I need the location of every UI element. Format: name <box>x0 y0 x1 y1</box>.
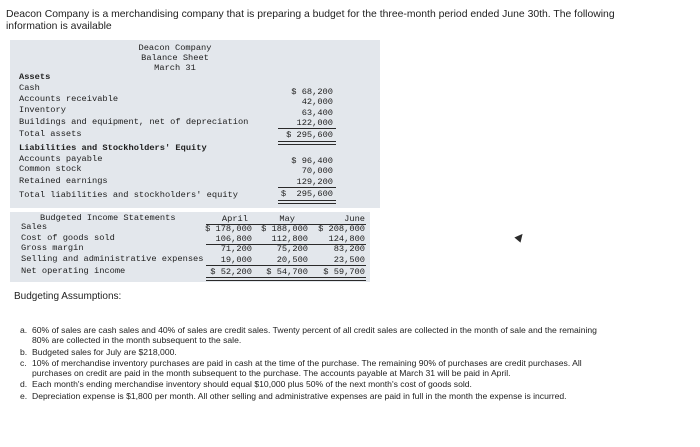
row-value: 112,800 <box>271 234 308 244</box>
month-header: May <box>279 214 295 224</box>
intro-paragraph: Deacon Company is a merchandising company that is preparing a budget for the three-month period ended June 30th. The following information is available <box>6 9 615 32</box>
list-text: 60% of sales are cash sales and 40% of sales are credit sales. Twenty percent of all credit sales are collected in the month of sale and the remaining 80% are collected in the month subsequent to the sale. <box>32 325 597 346</box>
row-value: 42,000 <box>301 97 333 107</box>
statement-title: Balance Sheet <box>141 53 209 63</box>
list-marker: b. <box>20 346 28 357</box>
row-value: $ 96,400 <box>291 156 333 166</box>
row-value: $ 188,000 <box>261 224 308 234</box>
rule <box>206 265 366 266</box>
list-text: 10% of merchandise inventory purchases are paid in cash at the time of the purchase. The remaining 90% of purchases are credit purchases. All purchases on credit are paid in the month subsequent to the purchase. The accounts payable at March 31 will be paid in April. <box>32 357 582 379</box>
total-assets-label: Total assets <box>19 129 82 139</box>
list-text: Budgeted sales for July are $218,000. <box>32 346 177 357</box>
list-text: Depreciation expense is $1,800 per month. All other selling and administrative expenses are paid in full in the month the expense is incurred. <box>32 390 567 401</box>
statement-date: March 31 <box>154 63 196 73</box>
row-value: 129,200 <box>296 177 333 187</box>
row-value: $ 208,000 <box>318 224 365 234</box>
row-value: 75,200 <box>276 244 308 254</box>
company-name: Deacon Company <box>138 43 212 53</box>
row-value: 23,500 <box>333 255 365 265</box>
row-value: $ 52,200 <box>210 267 252 277</box>
row-value: 63,400 <box>301 108 333 118</box>
row-value: 19,000 <box>220 255 252 265</box>
row-label: Common stock <box>19 164 82 174</box>
row-label: Sales <box>21 222 48 232</box>
row-value: 124,800 <box>328 234 365 244</box>
row-value: $ 68,200 <box>291 87 333 97</box>
row-value: 20,500 <box>276 255 308 265</box>
row-value: 106,800 <box>215 234 252 244</box>
liabilities-heading: Liabilities and Stockholders' Equity <box>19 143 207 153</box>
row-label: Inventory <box>19 105 66 115</box>
list-item <box>14 379 614 389</box>
rule <box>278 128 336 129</box>
list-item <box>14 347 614 357</box>
row-value: $ 54,700 <box>266 267 308 277</box>
month-header: June <box>344 214 365 224</box>
income-statement-title: Budgeted Income Statements <box>40 213 176 223</box>
row-label: Cost of goods sold <box>21 233 115 243</box>
assets-heading: Assets <box>19 72 51 82</box>
assumptions-heading: Budgeting Assumptions: <box>14 291 122 302</box>
row-label: Retained earnings <box>19 176 108 186</box>
row-value: 122,000 <box>296 118 333 128</box>
row-label: Selling and administrative expenses <box>21 254 204 264</box>
month-header: April <box>221 214 248 224</box>
list-marker: e. <box>20 390 28 401</box>
double-rule <box>206 277 366 281</box>
total-liabilities-label: Total liabilities and stockholders' equity <box>19 190 238 200</box>
row-label: Accounts receivable <box>19 94 119 104</box>
row-value: 71,200 <box>220 244 252 254</box>
row-label: Cash <box>19 83 40 93</box>
row-value: 83,200 <box>333 244 365 254</box>
total-liabilities-value: $ 295,600 <box>280 189 333 199</box>
list-item <box>14 325 614 346</box>
double-rule <box>278 200 336 204</box>
income-statement <box>10 212 370 282</box>
rule <box>278 187 336 188</box>
row-value: 70,000 <box>301 166 333 176</box>
row-value: $ 59,700 <box>323 267 365 277</box>
list-marker: a. <box>20 325 28 335</box>
row-label: Gross margin <box>21 243 84 253</box>
row-label: Buildings and equipment, net of depreciation <box>19 117 249 127</box>
row-value: $ 178,000 <box>205 224 252 234</box>
list-marker: c. <box>20 357 27 368</box>
total-assets-value: $ 295,600 <box>286 130 333 140</box>
balance-sheet <box>10 40 380 208</box>
mouse-cursor-icon <box>514 231 525 242</box>
list-item <box>14 391 614 401</box>
row-label: Net operating income <box>21 266 126 276</box>
list-text: Each month's ending merchandise inventory should equal $10,000 plus 50% of the next month's cost of goods sold. <box>32 379 472 390</box>
double-rule <box>278 141 336 145</box>
assumptions-list <box>14 325 614 402</box>
row-label: Accounts payable <box>19 154 103 164</box>
list-marker: d. <box>20 379 28 390</box>
list-item <box>14 358 614 379</box>
